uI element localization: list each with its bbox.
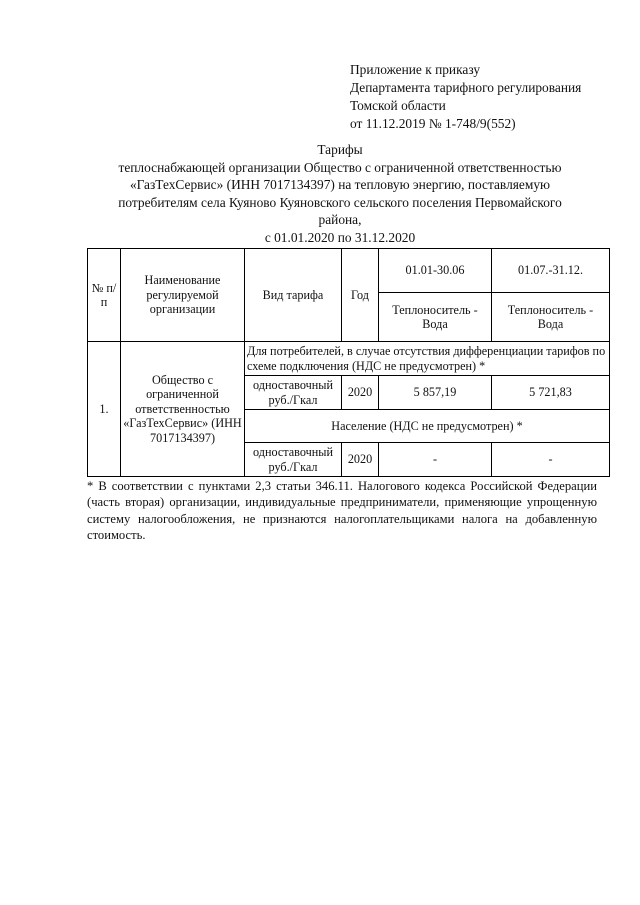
table-header-row [88,249,610,293]
row-num: 1. [88,342,121,477]
header-carrier-1: Теплоноситель - Вода [379,293,492,342]
value-cell-period-2: 5 721,83 [492,376,610,410]
heading-line-4: потребителям села Куяново Куяновского сельского поселения Первомайского [118,194,562,210]
table-row [88,342,610,376]
header-num: № п/п [88,249,121,342]
heading-line-2: теплоснабжающей организации Общество с ограниченной ответственностью [118,159,562,175]
tariff-type-cell: одноставочный руб./Гкал [245,443,342,477]
appendix-block [350,61,630,133]
value-cell-period-1: - [379,443,492,477]
heading-title: Тарифы [317,142,363,157]
appendix-line-4: от 11.12.2019 № 1-748/9(552) [350,116,516,131]
value-cell-period-2: - [492,443,610,477]
heading-line-3: «ГазТехСервис» (ИНН 7017134397) на тепловую энергию, поставляемую [129,177,551,192]
heading-line-5: района, [318,212,362,227]
group-label-consumers: Для потребителей, в случае отсутствия дифференциации тарифов по схеме подключения (НДС не предусмотрен) * [245,342,610,376]
header-carrier-2: Теплоноситель - Вода [492,293,610,342]
appendix-line-3: Томской области [350,98,446,113]
header-tariff-type: Вид тарифа [245,249,342,342]
heading-period: с 01.01.2020 по 31.12.2020 [264,229,416,245]
tariff-table [87,248,610,477]
header-org: Наименование регулируемой организации [121,249,245,342]
header-period-2: 01.07.-31.12. [492,249,610,293]
footnote: * В соответствии с пунктами 2,3 статьи 346.11. Налогового кодекса Российской Федерации (часть вторая) организации, индивидуальные предприниматели, применяющие упрощенную систему налогообложения, не признаются налогоплательщиками налога на добавленную стоимость. [87,479,597,543]
value-cell-period-1: 5 857,19 [379,376,492,410]
group-label-population: Население (НДС не предусмотрен) * [245,410,610,443]
year-cell: 2020 [342,443,379,477]
appendix-line-1: Приложение к приказу [350,62,481,77]
document-heading [90,141,590,246]
tariff-type-cell: одноставочный руб./Гкал [245,376,342,410]
header-period-1: 01.01-30.06 [379,249,492,293]
year-cell: 2020 [342,376,379,410]
org-name: Общество с ограниченной ответственностью «ГазТехСервис» (ИНН 7017134397) [121,342,245,477]
appendix-line-2: Департамента тарифного регулирования [350,80,582,95]
header-year: Год [342,249,379,342]
